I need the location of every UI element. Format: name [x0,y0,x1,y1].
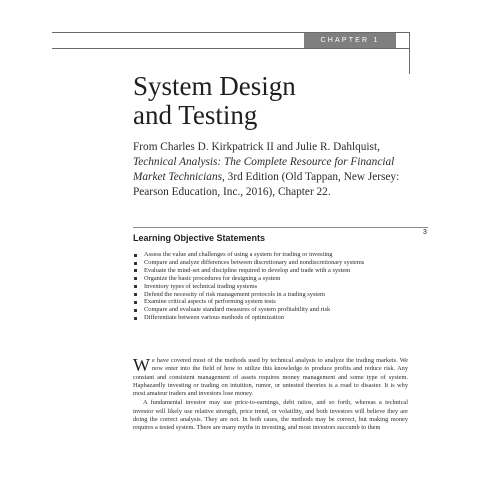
chapter-label: CHAPTER 1 [304,33,396,48]
list-item: Compare and evaluate standard measures of system profitability and risk [133,306,408,314]
header-rule-bottom [52,48,410,49]
section-rule [133,227,428,228]
page-title [133,72,296,130]
source-prefix: From Charles D. Kirkpatrick II and Julie R. Dahlquist, [133,141,380,153]
list-item: Defend the necessity of risk management protocols in a trading system [133,291,408,299]
source-citation [133,140,408,200]
list-item: Examine critical aspects of performing system tests [133,298,408,306]
list-item: Assess the value and challenges of using a system for trading or investing [133,251,408,259]
list-item: Organize the basic procedures for designing a system [133,275,408,283]
list-item: Differentiate between various methods of optimization [133,314,408,322]
square-bullet-icon [134,254,137,257]
objectives-list [133,251,408,322]
source-suffix: , 3rd Edition (Old Tappan, New Jersey: Pearson Education, Inc., 2016), Chapter 22. [133,171,400,198]
source-book-title: Technical Analysis: The Complete Resource for Financial Market Technicians [133,156,395,183]
header-rule-right-tick [409,32,410,74]
body-text [133,357,408,433]
page-number: 3 [423,229,427,236]
square-bullet-icon [134,285,137,288]
square-bullet-icon [134,293,137,296]
list-item: Compare and analyze differences between discretionary and nondiscretionary systems [133,259,408,267]
body-paragraph-2: A fundamental investor may use price-to-earnings, debt ratios, and so forth, whereas a technical investor will likely use relative strength, price trend, or volatility, and both investors will believe they are doing the correct analysis. They are not. In both cases, the methods may be correct, but making money requires a tested system. There are many myths in investing, and most investors succumb to them [133,399,408,432]
drop-cap: W [133,355,150,375]
list-item: Inventory types of technical trading systems [133,283,408,291]
square-bullet-icon [134,301,137,304]
square-bullet-icon [134,277,137,280]
square-bullet-icon [134,262,137,265]
objectives-heading: Learning Objective Statements [133,233,266,243]
title-line-2: and Testing [133,100,258,130]
body-paragraph-1: We have covered most of the methods used by technical analysts to analyze the trading markets. We now enter into the field of how to utilize this knowledge to produce profits and reduce risk. Any constant and consistent management of assets requires money management and some type of system. Haphazardly investing or trading on intuition, rumor, or untested theories is a road to disaster. It is why most amateur traders and investors lose money. [133,355,408,398]
title-line-1: System Design [133,71,296,101]
square-bullet-icon [134,269,137,272]
list-item: Evaluate the mind-set and discipline required to develop and trade with a system [133,267,408,275]
square-bullet-icon [134,309,137,312]
square-bullet-icon [134,317,137,320]
